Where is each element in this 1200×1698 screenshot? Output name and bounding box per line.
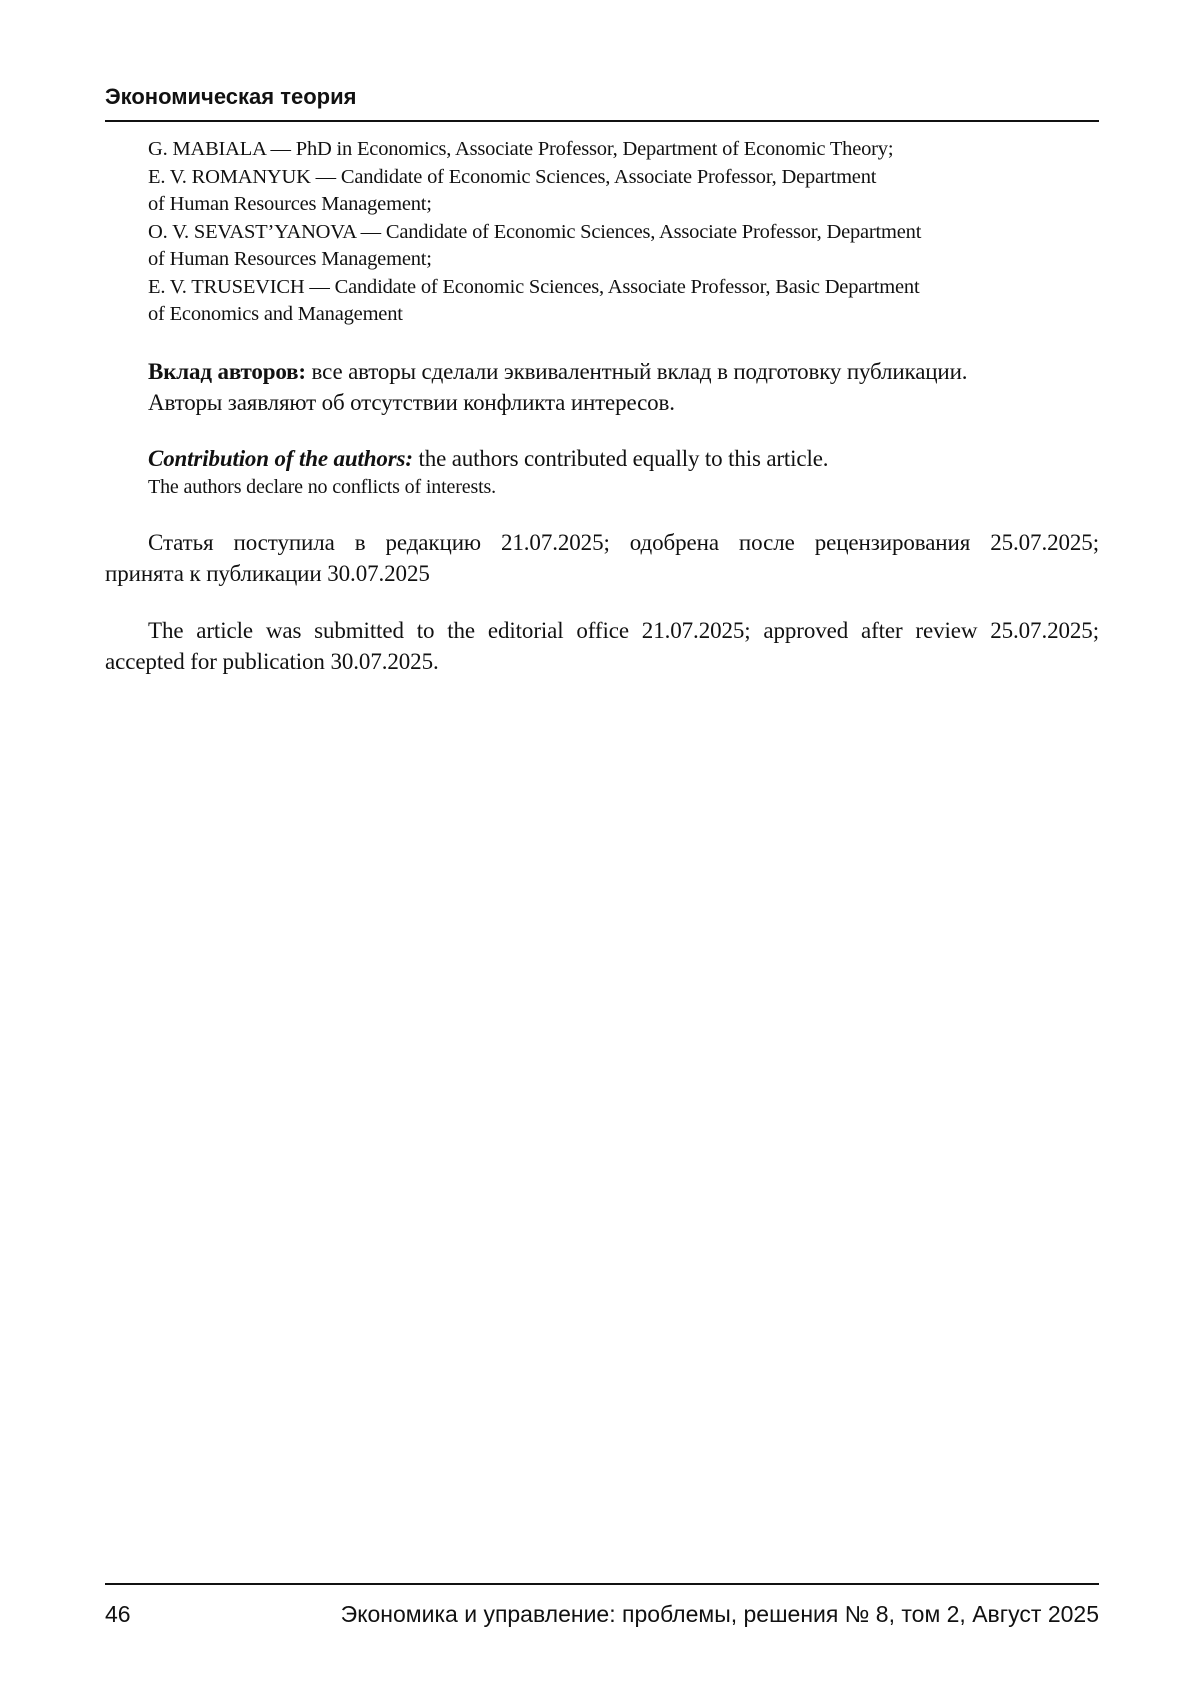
- contribution-ru-text: все авторы сделали эквивалентный вклад в подготовку публикации.: [306, 359, 967, 384]
- author-line: of Human Resources Management;: [148, 246, 1088, 274]
- history-ru-line: принята к публикации 30.07.2025: [105, 558, 1099, 589]
- author-affiliation-list: [148, 136, 1088, 329]
- author-line: O. V. SEVAST’YANOVA — Candidate of Economic Sciences, Associate Professor, Department: [148, 219, 1088, 247]
- document-page: [0, 0, 1200, 1698]
- journal-citation: Экономика и управление: проблемы, решения № 8, том 2, Август 2025: [341, 1600, 1099, 1628]
- contribution-ru-statement: [148, 356, 1098, 387]
- history-ru-line: Статья поступила в редакцию 21.07.2025; одобрена после рецензирования 25.07.2025;: [105, 527, 1099, 558]
- contribution-en-text: the authors contributed equally to this article.: [413, 446, 828, 471]
- contribution-en-statement: [148, 443, 1098, 474]
- author-line: of Human Resources Management;: [148, 191, 1088, 219]
- conflicts-ru: Авторы заявляют об отсутствии конфликта интересов.: [148, 387, 1098, 418]
- author-entry: [148, 136, 1088, 164]
- author-line: E. V. TRUSEVICH — Candidate of Economic Sciences, Associate Professor, Basic Department: [148, 274, 1088, 302]
- history-en: [105, 615, 1099, 677]
- page-number: 46: [105, 1600, 131, 1628]
- footer-divider: [105, 1583, 1099, 1585]
- history-ru: [105, 527, 1099, 589]
- contribution-ru: [148, 356, 1098, 418]
- author-line: of Economics and Management: [148, 301, 1088, 329]
- author-entry: [148, 274, 1088, 329]
- contribution-en-label: Contribution of the authors:: [148, 446, 413, 471]
- author-line: E. V. ROMANYUK — Candidate of Economic Sciences, Associate Professor, Department: [148, 164, 1088, 192]
- section-title: Экономическая теория: [105, 84, 356, 110]
- author-entry: [148, 219, 1088, 274]
- author-line: G. MABIALA — PhD in Economics, Associate Professor, Department of Economic Theory;: [148, 136, 1088, 164]
- history-en-line: accepted for publication 30.07.2025.: [105, 646, 1099, 677]
- contribution-ru-label: Вклад авторов:: [148, 359, 306, 384]
- conflicts-en: The authors declare no conflicts of interests.: [148, 474, 1098, 500]
- history-en-line: The article was submitted to the editorial office 21.07.2025; approved after review 25.07.2025;: [105, 615, 1099, 646]
- header-divider: [105, 120, 1099, 122]
- contribution-en: [148, 443, 1098, 500]
- author-entry: [148, 164, 1088, 219]
